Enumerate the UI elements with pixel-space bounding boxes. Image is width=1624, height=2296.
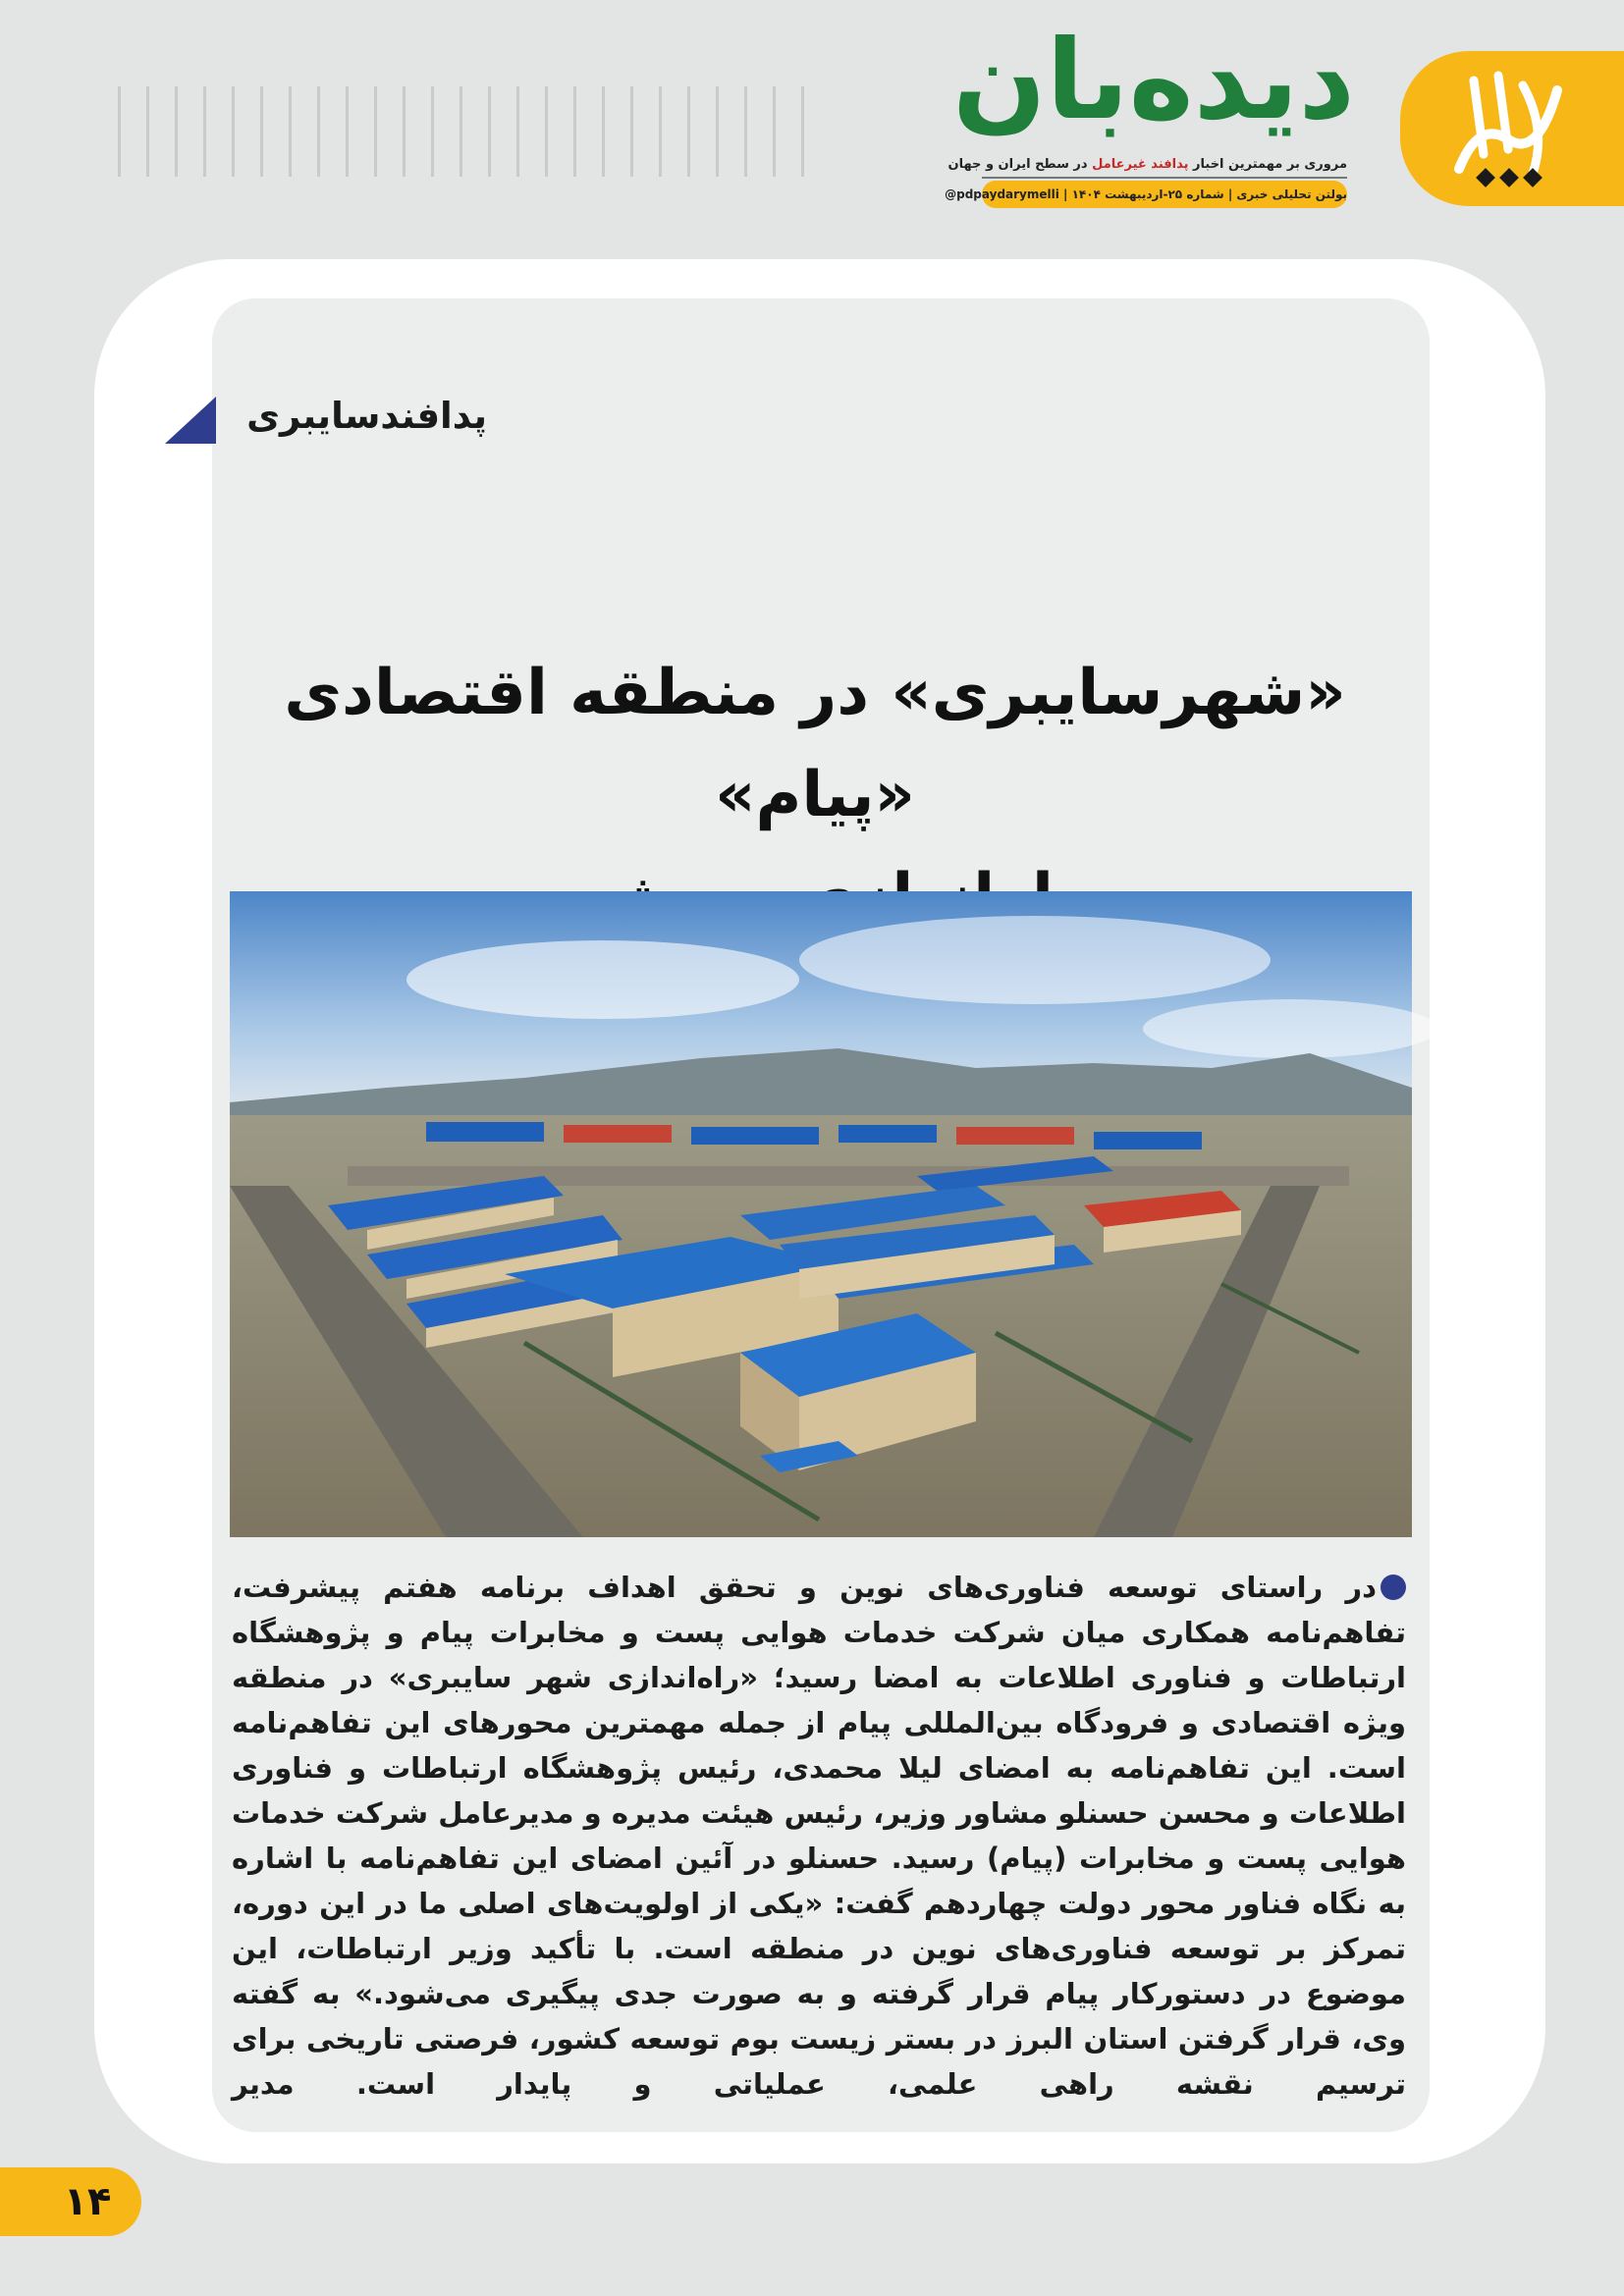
page-number-tab <box>0 2167 141 2236</box>
masthead-divider <box>982 177 1347 179</box>
masthead-subtitle <box>947 157 1347 172</box>
aerial-industrial-zone-photo <box>230 891 1412 1537</box>
paragraph-bullet-icon <box>1380 1575 1406 1600</box>
issue-meta: بولتن تحلیلی خبری | شماره ۲۵-اردیبهشت ۱۴۰۴ | pdpaydarymelli@ <box>982 181 1347 208</box>
logo-calligraphy-icon <box>1439 61 1587 198</box>
article-body-text: در راستای توسعه فناوری‌های نوین و تحقق اهداف برنامه هفتم پیشرفت، تفاهم‌نامه همکاری میان شرکت خدمات هوایی پست و مخابرات پیام و پژوهشگاه ارتباطات و فناوری اطلاعات به امضا رسید؛ «راه‌اندازی شهر سایبری» در منطقه ویژه اقتصادی و فرودگاه بین‌المللی پیام از جمله مهمترین محورهای این تفاهم‌نامه است. این تفاهم‌نامه به امضای لیلا محمدی، رئیس پژوهشگاه ارتباطات و فناوری اطلاعات و محسن حسنلو مشاور وزیر، رئیس هیئت مدیره و مدیرعامل شرکت خدمات هوایی پست و مخابرات (پیام) رسید. حسنلو در آئین امضای این تفاهم‌نامه با اشاره به نگاه فناور محور دولت چهاردهم گفت: «یکی از اولویت‌های اصلی ما در این دوره، تمرکز بر توسعه فناوری‌های نوین در منطقه است. با تأکید وزیر ارتباطات، این موضوع در دستورکار پیام قرار گرفته و به صورت جدی پیگیری می‌شود.» به گفته وی، قرار گرفتن استان البرز در بستر زیست بوم توسعه کشور، فرصتی تاریخی برای ترسیم نقشه راهی علمی، عملیاتی و پایدار است. مدیر <box>232 1571 1406 2101</box>
header-decorative-lines <box>118 86 933 177</box>
subtitle-post: در سطح ایران و جهان <box>947 157 1088 172</box>
subtitle-pre: مروری بر مهمترین اخبار <box>1193 157 1347 172</box>
page-number: ۱۴ <box>63 2179 112 2224</box>
article-photo <box>230 891 1412 1537</box>
publisher-logo <box>1400 51 1624 206</box>
section-label: پدافندسایبری <box>246 395 487 437</box>
section-marker-icon <box>165 397 216 444</box>
masthead-title: دیده‌بان <box>951 17 1355 144</box>
headline-line-1: «شهرسایبری» در منطقه اقتصادی «پیام» <box>284 657 1346 831</box>
subtitle-highlight: پدافند غیرعامل <box>1092 157 1189 172</box>
article-body <box>232 1565 1406 2107</box>
